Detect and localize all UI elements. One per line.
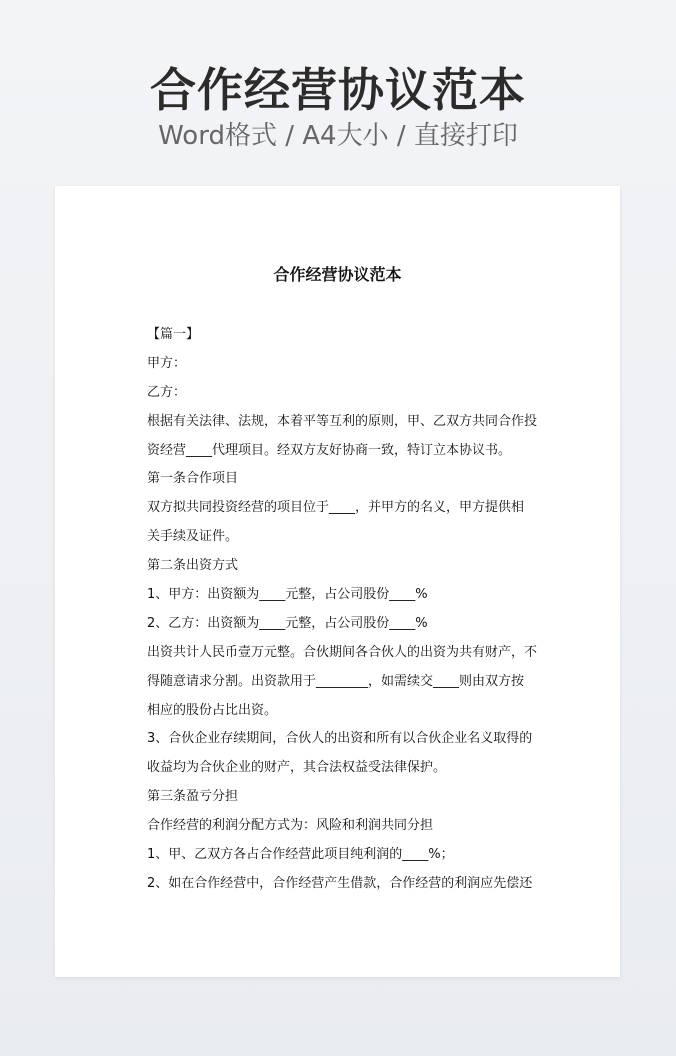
- paragraph-line: 2、乙方：出资额为____元整，占公司股份____%: [147, 615, 428, 631]
- document-title: 合作经营协议范本: [273, 265, 402, 284]
- paragraph-line: 关手续及证件。: [147, 529, 239, 545]
- paragraph-line: 1、甲方：出资额为____元整，占公司股份____%: [147, 587, 428, 603]
- paragraph-line: 相应的股份占比出资。: [147, 702, 278, 718]
- party-b-line: 乙方：: [147, 384, 187, 400]
- banner: [0, 0, 676, 186]
- banner-title: 合作经营协议范本: [150, 63, 526, 117]
- party-a-line: 甲方：: [147, 355, 187, 371]
- paragraph-line: 得随意请求分割。出资款用于________，如需续交____则由双方按: [147, 673, 525, 689]
- paragraph-line: 收益均为合伙企业的财产，其合法权益受法律保护。: [147, 760, 447, 776]
- article-heading: 第一条合作项目: [147, 471, 239, 487]
- paragraph-line: 1、甲、乙双方各占合作经营此项目纯利润的____%；: [147, 847, 454, 863]
- paragraph-line: 2、如在合作经营中，合作经营产生借款，合作经营的利润应先偿还: [147, 875, 533, 891]
- paragraph-line: 根据有关法律、法规，本着平等互利的原则，甲、乙双方共同合作投: [147, 413, 538, 429]
- paragraph-line: 出资共计人民币壹万元整。合伙期间各合伙人的出资为共有财产，不: [147, 644, 538, 660]
- section-heading: 【篇一】: [147, 327, 200, 342]
- paragraph-line: 双方拟共同投资经营的项目位于____，并甲方的名义，甲方提供相: [147, 500, 525, 516]
- paragraph-line: 资经营____代理项目。经双方友好协商一致，特订立本协议书。: [147, 442, 512, 458]
- article-heading: 第二条出资方式: [147, 558, 239, 574]
- document-body: [147, 321, 538, 899]
- paragraph-line: 3、合伙企业存续期间，合伙人的出资和所有以合伙企业名义取得的: [147, 731, 533, 747]
- article-heading: 第三条盈亏分担: [147, 789, 239, 805]
- banner-subtitle: Word格式 / A4大小 / 直接打印: [158, 121, 518, 151]
- paragraph-line: 合作经营的利润分配方式为：风险和利润共同分担: [147, 818, 434, 834]
- document-page: [55, 186, 620, 977]
